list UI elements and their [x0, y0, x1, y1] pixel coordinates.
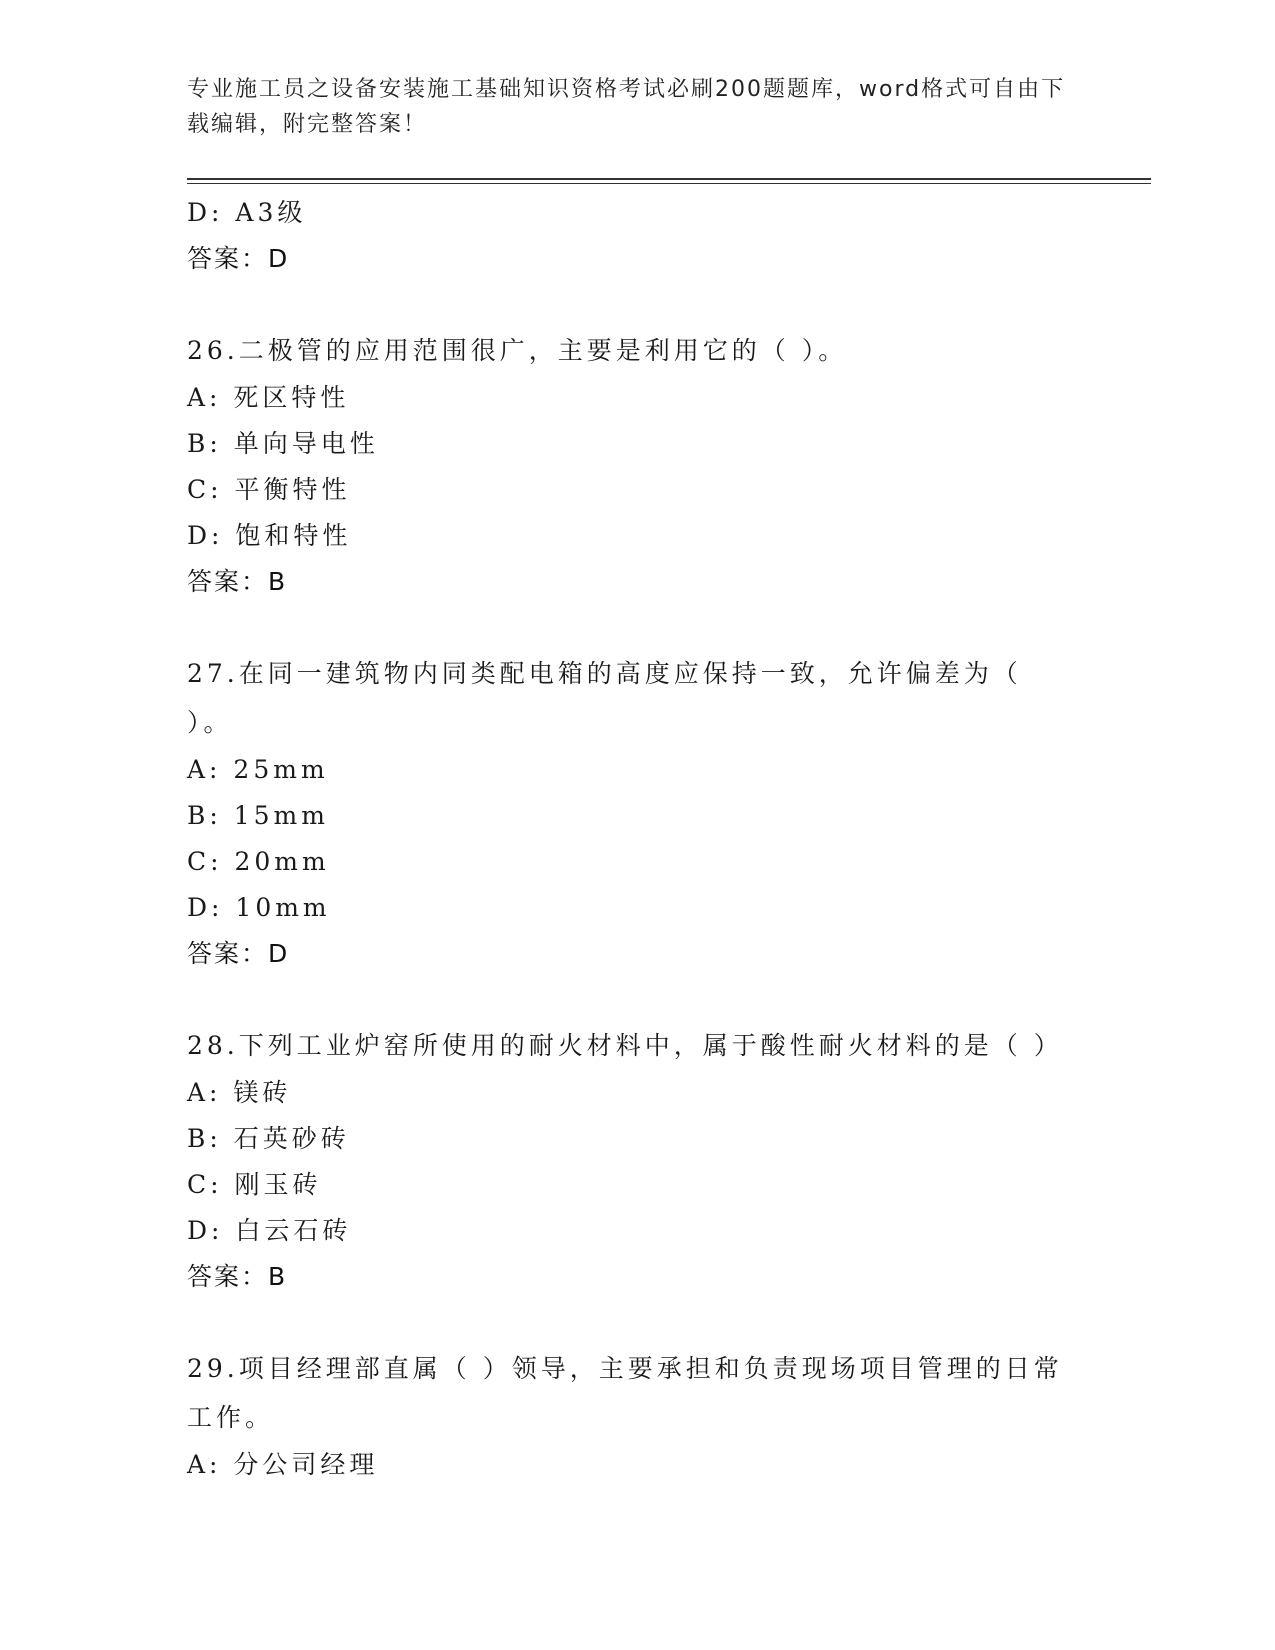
header-divider-thick [187, 178, 1151, 180]
answer-line: 答案：D [187, 939, 290, 968]
option-b: B: 15mm [187, 801, 329, 830]
spacer [187, 605, 1067, 649]
option-a: A: 25mm [187, 755, 329, 784]
answer-line: 答案：B [187, 567, 288, 596]
option-c: C: 20mm [187, 847, 330, 876]
option-d: D: 饱和特性 [187, 521, 352, 550]
answer-line: 答案：B [187, 1262, 288, 1291]
question-28 [187, 1021, 1067, 1300]
document-title: 专业施工员之设备安装施工基础知识资格考试必刷200题题库，word格式可自由下载编辑，附完整答案！ [187, 77, 1066, 137]
question-26 [187, 326, 1067, 605]
option-d: D: 10mm [187, 893, 331, 922]
question-stem: 28.下列工业炉窑所使用的耐火材料中，属于酸性耐火材料的是（ ） [187, 1031, 1063, 1060]
option-a: A: 死区特性 [187, 383, 350, 412]
header-divider-thin [187, 183, 1151, 184]
option-a: A: 分公司经理 [187, 1450, 379, 1479]
answer-line: 答案：D [187, 244, 290, 273]
question-content [187, 190, 1067, 1488]
question-stem: 26.二极管的应用范围很广，主要是利用它的（ ）。 [187, 336, 848, 365]
question-29 [187, 1344, 1067, 1488]
question-stem: 29.项目经理部直属（ ）领导，主要承担和负责现场项目管理的日常工作。 [187, 1354, 1063, 1432]
page-header [187, 72, 1067, 142]
spacer [187, 1300, 1067, 1344]
spacer [187, 282, 1067, 326]
question-27 [187, 649, 1067, 977]
option-d: D: A3级 [187, 198, 307, 227]
option-c: C: 平衡特性 [187, 475, 351, 504]
option-b: B: 石英砂砖 [187, 1124, 350, 1153]
spacer [187, 977, 1067, 1021]
option-c: C: 刚玉砖 [187, 1170, 322, 1199]
option-a: A: 镁砖 [187, 1078, 292, 1107]
option-b: B: 单向导电性 [187, 429, 379, 458]
option-d: D: 白云石砖 [187, 1216, 352, 1245]
question-stem: 27.在同一建筑物内同类配电箱的高度应保持一致，允许偏差为（ ）。 [187, 659, 1022, 737]
